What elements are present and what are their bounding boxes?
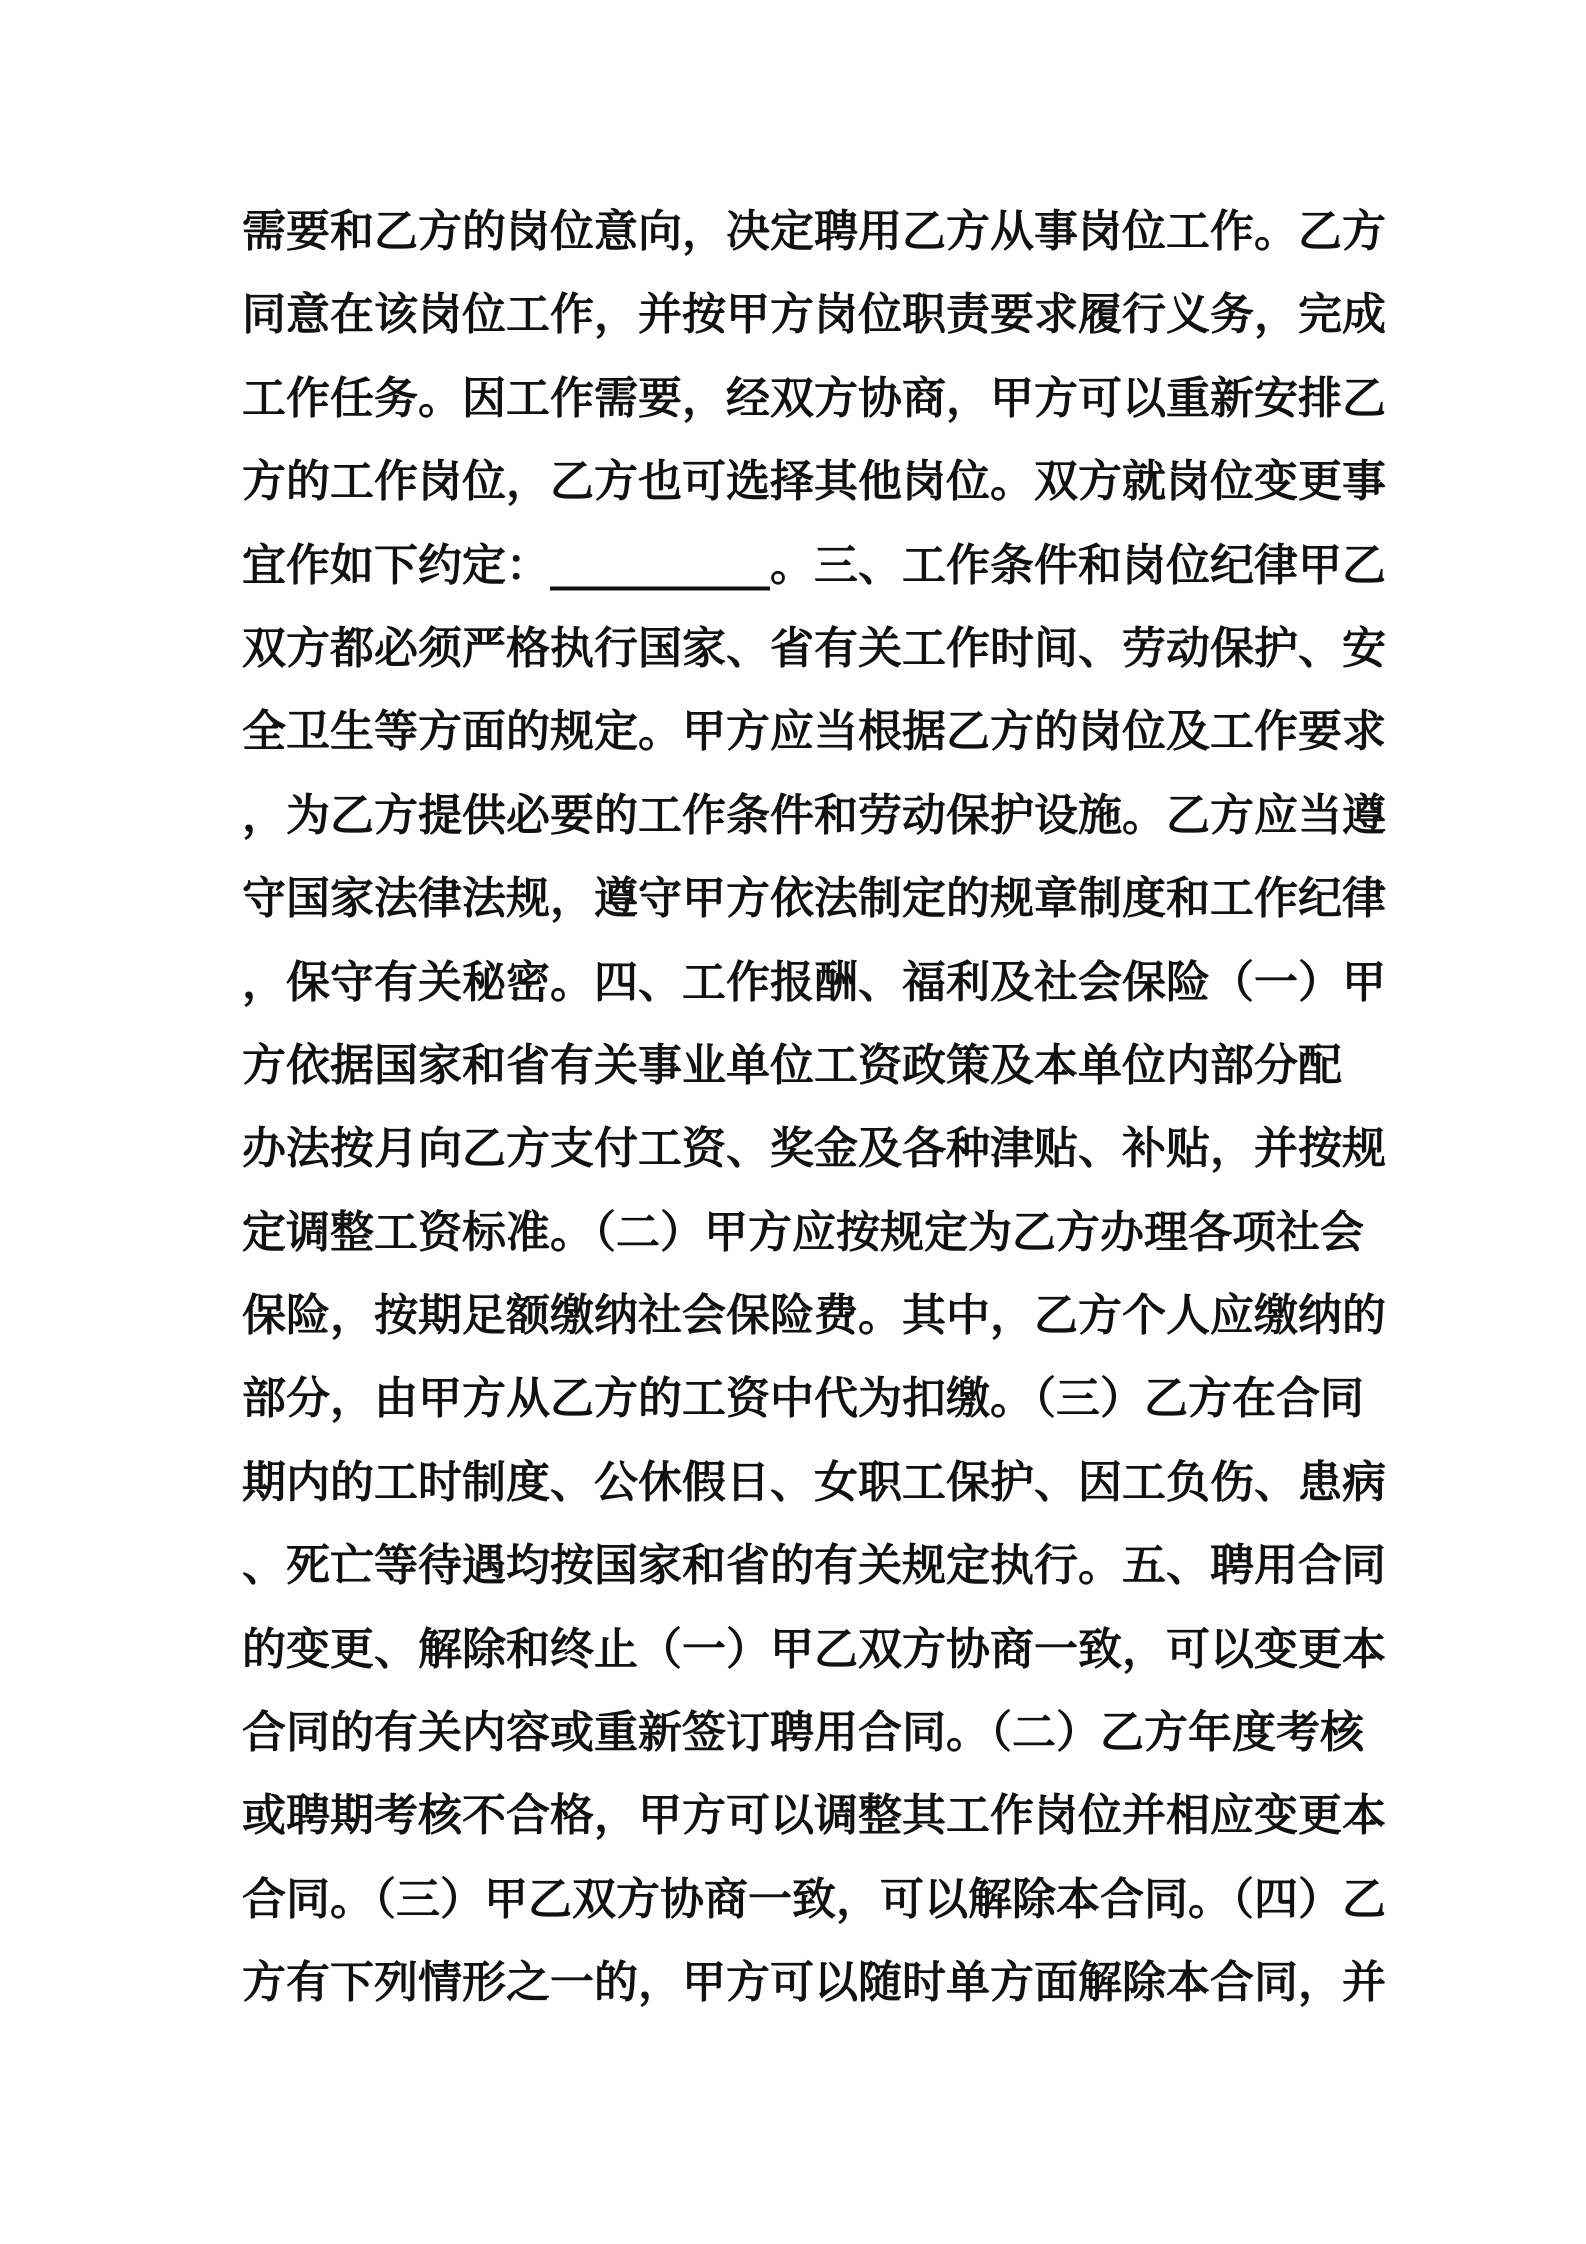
text-line: 双方都必须严格执行国家、省有关工作时间、劳动保护、安 bbox=[242, 622, 1386, 674]
text-line: 定调整工资标准。（二）甲方应按规定为乙方办理各项社会 bbox=[242, 1206, 1364, 1258]
text-line: 工作任务。因工作需要，经双方协商，甲方可以重新安排乙 bbox=[242, 372, 1386, 424]
text-line: 合同。（三）甲乙双方协商一致，可以解除本合同。（四）乙 bbox=[242, 1873, 1386, 1925]
text-line: 办法按月向乙方支付工资、奖金及各种津贴、补贴，并按规 bbox=[242, 1123, 1386, 1175]
text-line: 方依据国家和省有关事业单位工资政策及本单位内部分配 bbox=[242, 1039, 1342, 1091]
text-line: 合同的有关内容或重新签订聘用合同。（二）乙方年度考核 bbox=[242, 1707, 1364, 1759]
text-line: ，保守有关秘密。四、工作报酬、福利及社会保险（一）甲 bbox=[242, 956, 1386, 1008]
text-line: 同意在该岗位工作，并按甲方岗位职责要求履行义务，完成 bbox=[242, 289, 1386, 341]
text-line: 需要和乙方的岗位意向，决定聘用乙方从事岗位工作。乙方 bbox=[242, 206, 1386, 257]
text-line: 宜作如下约定：__________。三、工作条件和岗位纪律甲乙 bbox=[242, 539, 1386, 591]
text-line: 方有下列情形之一的，甲方可以随时单方面解除本合同，并 bbox=[242, 1957, 1386, 2009]
text-line: 保险，按期足额缴纳社会保险费。其中，乙方个人应缴纳的 bbox=[242, 1290, 1386, 1342]
text-line: 部分，由甲方从乙方的工资中代为扣缴。（三）乙方在合同 bbox=[242, 1373, 1364, 1425]
text-line: 的变更、解除和终止（一）甲乙双方协商一致，可以变更本 bbox=[242, 1623, 1386, 1675]
text-line: 守国家法律法规，遵守甲方依法制定的规章制度和工作纪律 bbox=[242, 873, 1386, 925]
text-line: 、死亡等待遇均按国家和省的有关规定执行。五、聘用合同 bbox=[242, 1540, 1386, 1592]
contract-body-text bbox=[242, 190, 1386, 2025]
text-line: 期内的工时制度、公休假日、女职工保护、因工负伤、患病 bbox=[242, 1456, 1386, 1508]
text-line: 全卫生等方面的规定。甲方应当根据乙方的岗位及工作要求 bbox=[242, 706, 1386, 758]
text-line: ，为乙方提供必要的工作条件和劳动保护设施。乙方应当遵 bbox=[242, 789, 1386, 841]
text-line: 或聘期考核不合格，甲方可以调整其工作岗位并相应变更本 bbox=[242, 1790, 1386, 1842]
text-line: 方的工作岗位，乙方也可选择其他岗位。双方就岗位变更事 bbox=[242, 456, 1386, 508]
